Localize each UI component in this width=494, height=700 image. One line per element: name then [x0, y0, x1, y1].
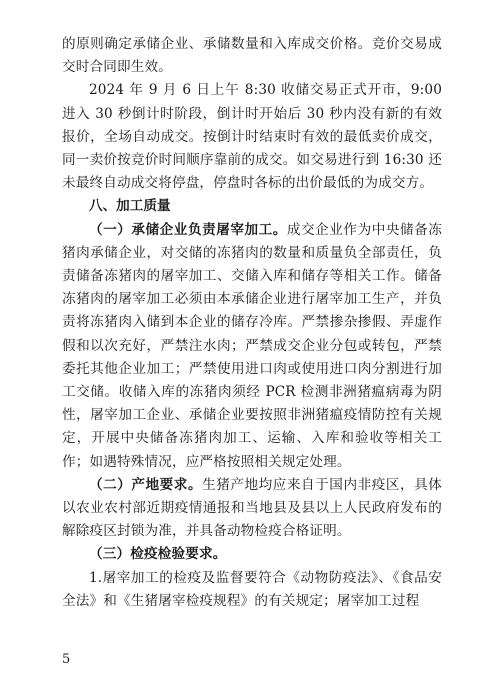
- paragraph-inspection-requirements: [62, 543, 442, 566]
- paragraph-pricing-principle: 的原则确定承储企业、承储数量和入库成交价格。竞价交易成交时合同即生效。: [62, 36, 442, 76]
- paragraph-origin-requirements-body: 生猪产地均应来自于国内非疫区，具体以农业农村部近期疫情通报和当地县及县以上人民政府发布的解除疫区封锁为准，并具备动物检疫合格证明。: [62, 476, 442, 540]
- document-body: [62, 33, 442, 613]
- subheading-inspection-requirements: （三）检疫检验要求。: [89, 546, 227, 563]
- subheading-origin-requirements: （二）产地要求。: [89, 476, 203, 493]
- section-heading-processing-quality: 八、加工质量: [89, 198, 171, 215]
- page-number: 5: [62, 652, 71, 667]
- subheading-slaughter-processing: （一）承储企业负责屠宰加工。: [89, 221, 287, 238]
- paragraph-trading-schedule: 2024 年 9 月 6 日上午 8:30 收储交易正式开市，9:00 进入 30 秒倒计时阶段，倒计时开始后 30 秒内没有新的有效报价，全场自动成交。按倒计时结束时有效的最低卖价成交，同一卖价按竞价时间顺序靠前的成交。如交易进行到 16:30 还未最终自动成交将停盘，停盘时各标的出价最低的为成交方。: [62, 82, 442, 192]
- paragraph-slaughter-processing-body: 成交企业作为中央储备冻猪肉承储企业，对交储的冻猪肉的数量和质量负全部责任，负责储备冻猪肉的屠宰加工、交储入库和储存等相关工作。储备冻猪肉的屠宰加工必须由本承储企业进行屠宰加工生产，并负责将冻猪肉入储到本企业的储存冷库。严禁掺杂掺假、弄虚作假和以次充好，严禁注水肉；严禁成交企业分包或转包，严禁委托其他企业加工；严禁使用进口肉或使用进口肉分割进行加工交储。收储入库的冻猪肉须经 PCR 检测非洲猪瘟病毒为阴性，屠宰加工企业、承储企业要按照非洲猪瘟疫情防控有关规定，开展中央储备冻猪肉加工、运输、入库和验收等相关工作；如遇特殊情况，应严格按照相关规定处理。: [62, 221, 442, 470]
- paragraph-slaughter-processing: [62, 219, 442, 474]
- paragraph-origin-requirements: [62, 474, 442, 544]
- paragraph-inspection-item-1: 1.屠宰加工的检疫及监督要符合《动物防疫法》、《食品安全法》和《生猪屠宰检疫规程》的有关规定；屠宰加工过程: [62, 569, 442, 609]
